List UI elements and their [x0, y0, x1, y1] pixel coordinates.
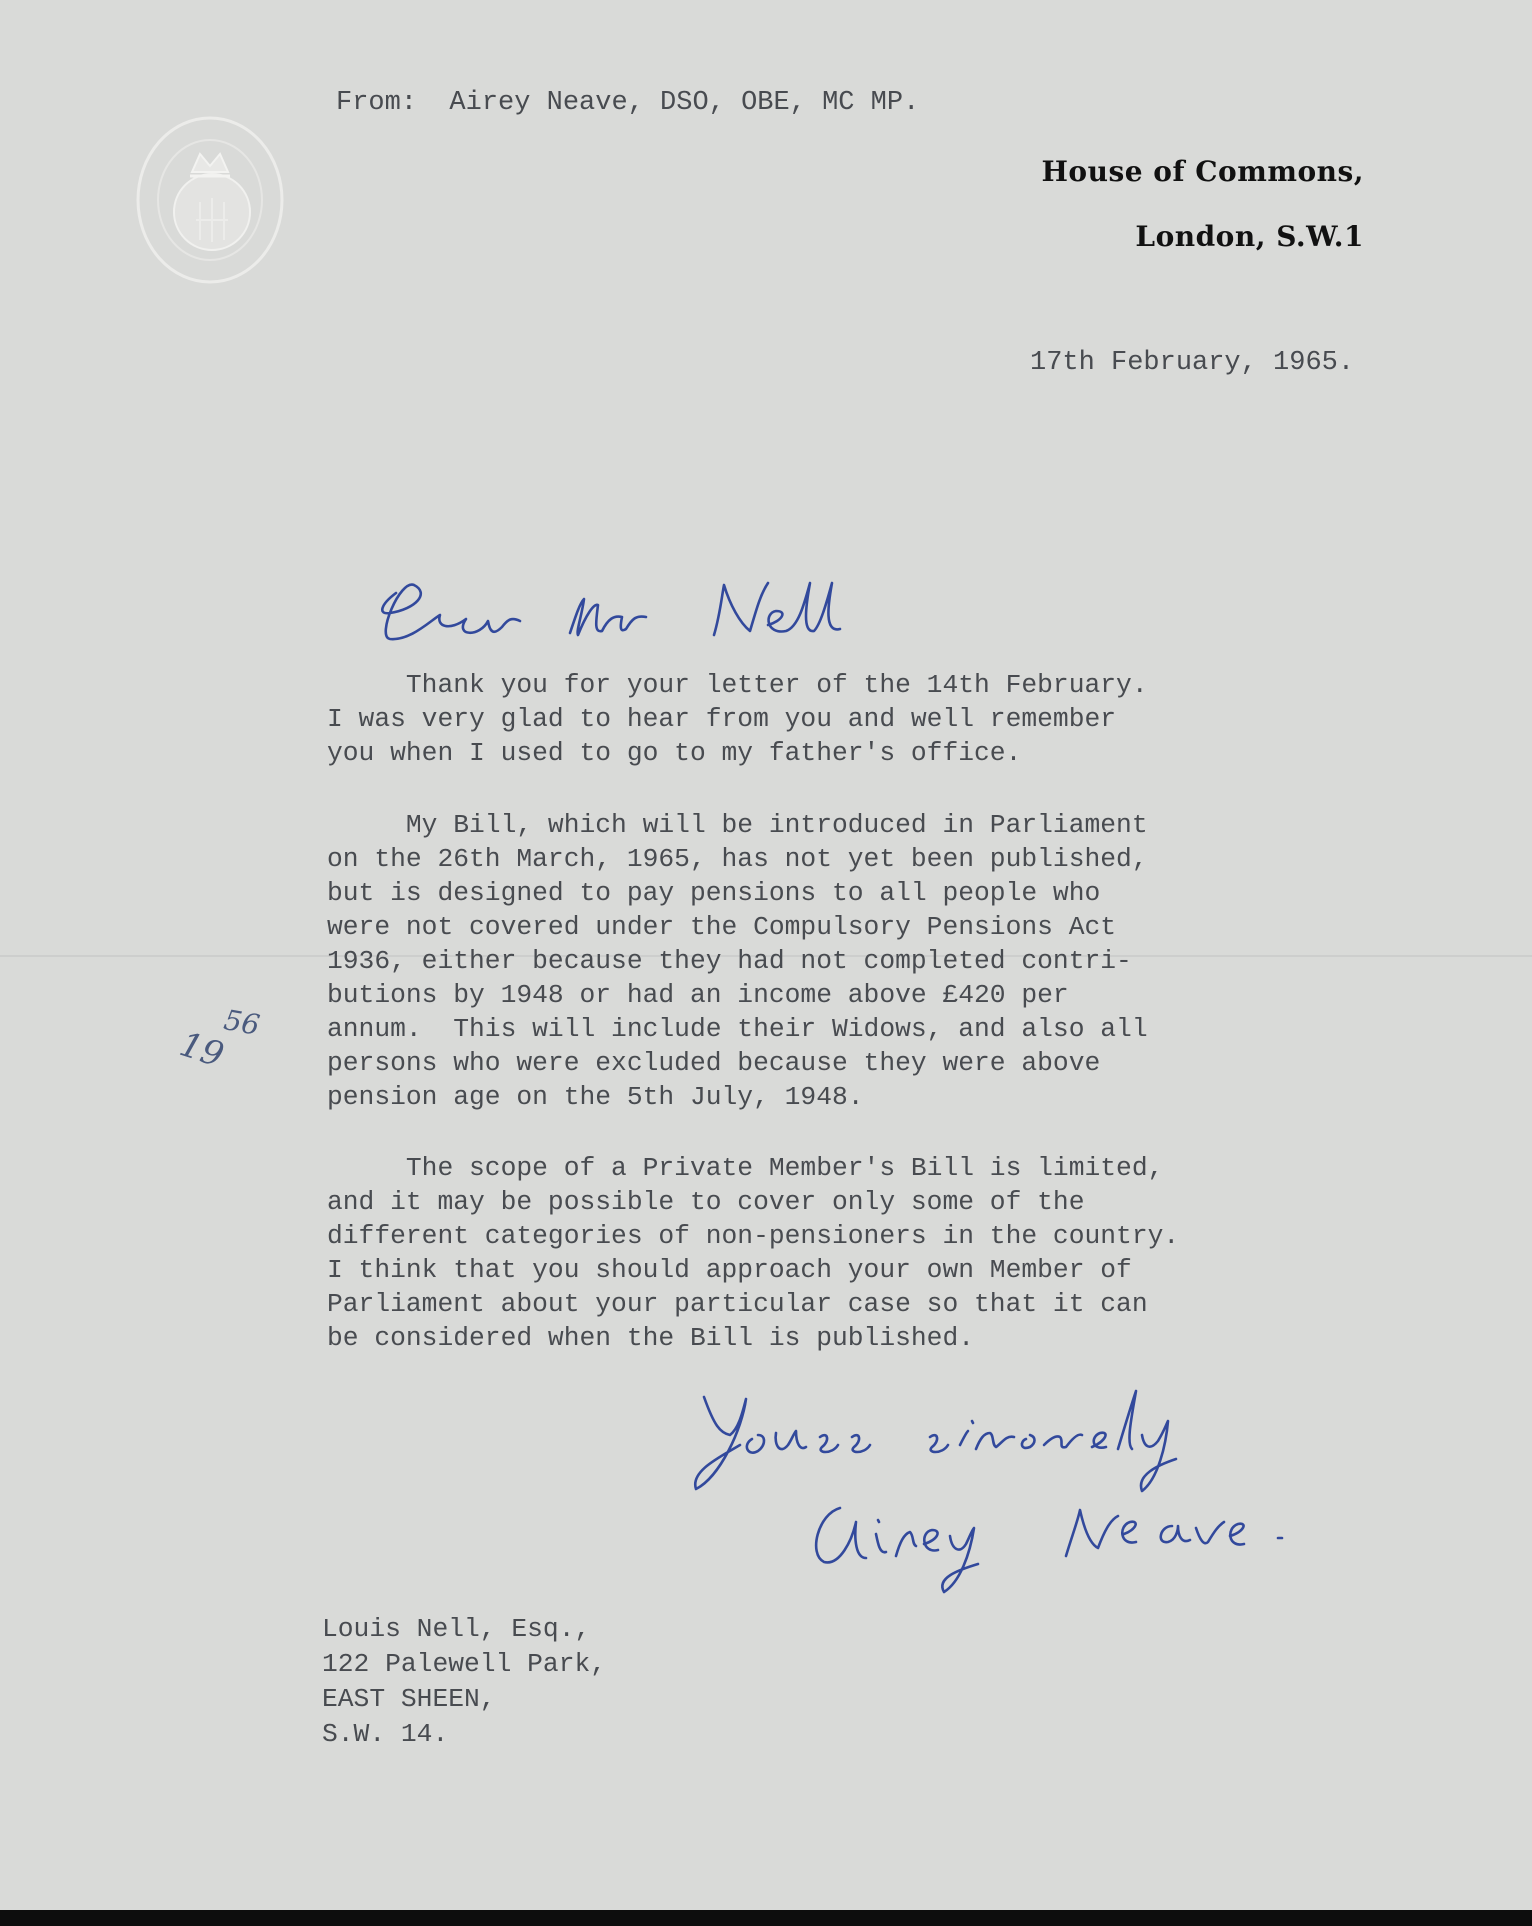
- handwritten-salutation: [370, 575, 850, 655]
- recipient-address: Louis Nell, Esq., 122 Palewell Park, EAST SHEEN, S.W. 14.: [322, 1614, 607, 1749]
- house-of-commons-seal-icon: [130, 110, 290, 290]
- margin-note-pencil-2: 56: [221, 1003, 263, 1042]
- letterhead-house-of-commons: House of Commons,: [1041, 155, 1364, 188]
- handwritten-signature: [800, 1470, 1320, 1600]
- body-paragraph-2: My Bill, which will be introduced in Parliament on the 26th March, 1965, has not yet been published, but is designed to pay pensions to all people who were not covered under the Compulsory Pensions Act 1936, either because they had not completed contri- butions by 1948 or had an income above £420 per annum. This will include their Widows, and also all persons who were excluded because they were above pension age on the 5th July, 1948.: [327, 810, 1148, 1112]
- sender-line: From: Airey Neave, DSO, OBE, MC MP.: [336, 88, 920, 118]
- body-paragraph-1: Thank you for your letter of the 14th February. I was very glad to hear from you and well remember you when I used to go to my father's office.: [327, 670, 1148, 768]
- margin-note-pencil-1: 19: [174, 1024, 229, 1076]
- letterhead-london: London, S.W.1: [1135, 220, 1364, 253]
- body-paragraph-3: The scope of a Private Member's Bill is limited, and it may be possible to cover only some of the different categories of non-pensioners in the country. I think that you should approach your own Member of Parliament about your particular case so that it can be considered when the Bill is published.: [327, 1153, 1180, 1353]
- letter-date: 17th February, 1965.: [1030, 348, 1355, 378]
